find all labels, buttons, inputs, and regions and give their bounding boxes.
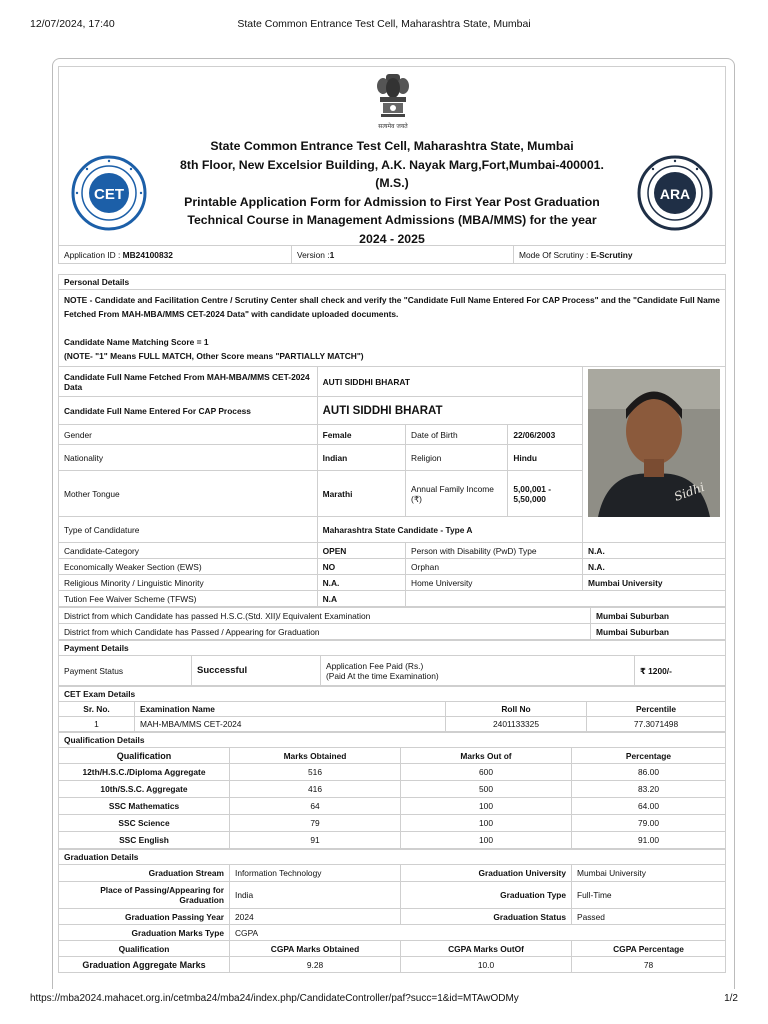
print-header (30, 18, 738, 32)
payment-status-label: Payment Status (59, 656, 192, 686)
qual-header-qualification: Qualification (59, 748, 230, 764)
home-university-value: Mumbai University (583, 575, 726, 591)
gender-value: Female (317, 425, 405, 445)
cet-section-title: CET Exam Details (59, 687, 726, 702)
qual-outof: 600 (401, 764, 572, 781)
income-value: 5,00,001 - 5,50,000 (508, 471, 583, 517)
version-label: Version : (297, 249, 330, 260)
district-graduation-label: District from which Candidate has Passed / Appearing for Graduation (59, 624, 591, 640)
cet-percentile: 77.3071498 (587, 717, 726, 732)
table-row (59, 764, 726, 781)
grad-stream-label: Graduation Stream (59, 865, 230, 882)
grad-header-qualification: Qualification (59, 941, 230, 957)
qual-percentage: 83.20 (572, 781, 726, 798)
qual-obtained: 516 (230, 764, 401, 781)
qual-percentage: 64.00 (572, 798, 726, 815)
dob-value: 22/06/2003 (508, 425, 583, 445)
emblem-caption: सत्यमेव जयते (378, 123, 408, 130)
entered-name-label: Candidate Full Name Entered For CAP Process (59, 397, 318, 425)
national-emblem-icon (375, 72, 411, 134)
candidature-label: Type of Candidature (59, 517, 318, 543)
grad-type-label: Graduation Type (401, 882, 572, 909)
district-hsc-label: District from which Candidate has passed H.S.C.(Std. XII)/ Equivalent Examination (59, 608, 591, 624)
category-label: Candidate-Category (59, 543, 318, 559)
table-row (59, 781, 726, 798)
grad-place-value: India (230, 882, 401, 909)
qualification-section-title: Qualification Details (59, 733, 726, 748)
qual-header-obtained: Marks Obtained (230, 748, 401, 764)
heading-line-3: (M.S.) (375, 176, 409, 190)
fee-subtext: (Paid At the time Examination) (326, 670, 439, 681)
dob-label: Date of Birth (406, 425, 508, 445)
pwd-value: N.A. (583, 543, 726, 559)
payment-status-value: Successful (192, 656, 321, 686)
grad-marks-type-value: CGPA (230, 925, 726, 941)
form-header (58, 66, 726, 245)
qual-header-outof: Marks Out of (401, 748, 572, 764)
cet-sr: 1 (59, 717, 135, 732)
grad-header-percentage: CGPA Percentage (572, 941, 726, 957)
table-row (59, 815, 726, 832)
ews-value: NO (317, 559, 405, 575)
tfws-value: N.A (317, 591, 405, 607)
candidature-value: Maharashtra State Candidate - Type A (317, 517, 582, 543)
graduation-section-title: Graduation Details (59, 850, 726, 865)
qual-name: 12th/H.S.C./Diploma Aggregate (59, 764, 230, 781)
heading-line-4: Printable Application Form for Admission to First Year Post Graduation (184, 194, 600, 209)
grad-university-value: Mumbai University (572, 865, 726, 882)
heading-line-6: 2024 - 2025 (359, 231, 425, 246)
qual-obtained: 79 (230, 815, 401, 832)
print-page-title: State Common Entrance Test Cell, Maharashtra State, Mumbai (237, 18, 531, 30)
cet-header-exam: Examination Name (135, 702, 446, 717)
nationality-value: Indian (317, 445, 405, 471)
pwd-label: Person with Disability (PwD) Type (406, 543, 583, 559)
minority-label: Religious Minority / Linguistic Minority (59, 575, 318, 591)
qual-name: SSC English (59, 832, 230, 849)
ews-label: Economically Weaker Section (EWS) (59, 559, 318, 575)
district-table (58, 607, 726, 640)
nationality-label: Nationality (59, 445, 318, 471)
mother-tongue-value: Marathi (317, 471, 405, 517)
name-matching-score-note: (NOTE- "1" Means FULL MATCH, Other Score means "PARTIALLY MATCH") (64, 351, 364, 361)
religion-value: Hindu (508, 445, 583, 471)
name-matching-score: Candidate Name Matching Score = 1 (64, 337, 209, 347)
table-row (59, 717, 726, 732)
grad-year-value: 2024 (230, 909, 401, 925)
print-footer (30, 993, 738, 1007)
candidate-photo (588, 369, 720, 517)
category-value: OPEN (317, 543, 405, 559)
grad-marks-type-label: Graduation Marks Type (59, 925, 230, 941)
table-row (59, 798, 726, 815)
heading-line-2: 8th Floor, New Excelsior Building, A.K. Nayak Marg,Fort,Mumbai-400001. (180, 157, 604, 172)
print-url: https://mba2024.mahacet.org.in/cetmba24/mba24/index.php/CandidateController/paf?succ=1&id=MTAwODMy (30, 993, 519, 1004)
grad-university-label: Graduation University (401, 865, 572, 882)
qualification-table (58, 732, 726, 849)
qual-percentage: 86.00 (572, 764, 726, 781)
qual-percentage: 91.00 (572, 832, 726, 849)
cet-cell-logo-icon (71, 155, 147, 231)
cet-roll-no: 2401133325 (446, 717, 587, 732)
qual-obtained: 64 (230, 798, 401, 815)
qual-outof: 100 (401, 798, 572, 815)
table-row (59, 957, 726, 973)
cet-logo-text: CET (94, 186, 124, 203)
form-heading (159, 137, 625, 248)
qual-obtained: 416 (230, 781, 401, 798)
grad-agg-obtained: 9.28 (230, 957, 401, 973)
gender-label: Gender (59, 425, 318, 445)
payment-section-title: Payment Details (59, 641, 726, 656)
qual-obtained: 91 (230, 832, 401, 849)
district-graduation-value: Mumbai Suburban (591, 624, 726, 640)
print-page-number: 1/2 (724, 993, 738, 1004)
fee-value: ₹ 1200/- (635, 656, 726, 686)
district-hsc-value: Mumbai Suburban (591, 608, 726, 624)
grad-type-value: Full-Time (572, 882, 726, 909)
personal-section-title: Personal Details (59, 275, 726, 290)
qual-percentage: 79.00 (572, 815, 726, 832)
orphan-value: N.A. (583, 559, 726, 575)
grad-agg-outof: 10.0 (401, 957, 572, 973)
photo-silhouette-icon (588, 369, 720, 517)
minority-value: N.A. (317, 575, 405, 591)
personal-details-table (58, 274, 726, 607)
grad-agg-percentage: 78 (572, 957, 726, 973)
grad-place-label: Place of Passing/Appearing for Graduation (59, 882, 230, 909)
home-university-label: Home University (406, 575, 583, 591)
fetched-name-label: Candidate Full Name Fetched From MAH-MBA/MMS CET-2024 Data (59, 367, 318, 397)
qual-outof: 100 (401, 815, 572, 832)
grad-header-outof: CGPA Marks OutOf (401, 941, 572, 957)
graduation-table (58, 849, 726, 973)
app-id-label: Application ID : (64, 249, 121, 260)
qual-name: SSC Science (59, 815, 230, 832)
fee-label: Application Fee Paid (Rs.) (326, 660, 424, 671)
name-verification-note: NOTE - Candidate and Facilitation Centre / Scrutiny Center shall check and verify the "Candidate Full Name Entered For CAP Process" and the "Candidate Full Name Fetched From MAH-MBA/MMS CET-2024 Data" with candidate uploaded documents. (64, 295, 720, 319)
heading-line-5: Technical Course in Management Admissions (MBA/MMS) for the year (187, 213, 597, 227)
qual-outof: 100 (401, 832, 572, 849)
income-label: Annual Family Income (₹) (406, 471, 508, 517)
cet-header-roll: Roll No (446, 702, 587, 717)
orphan-label: Orphan (406, 559, 583, 575)
signature-overlay: Sidhi (672, 479, 707, 504)
fetched-name-value: AUTI SIDDHI BHARAT (317, 367, 582, 397)
qual-header-percentage: Percentage (572, 748, 726, 764)
print-datetime: 12/07/2024, 17:40 (30, 18, 115, 30)
grad-stream-value: Information Technology (230, 865, 401, 882)
form-content (58, 66, 726, 973)
scrutiny-value: E-Scrutiny (590, 249, 633, 260)
ara-logo-text: ARA (659, 186, 691, 202)
cet-header-sr: Sr. No. (59, 702, 135, 717)
grad-agg-label: Graduation Aggregate Marks (59, 957, 230, 973)
religion-label: Religion (406, 445, 508, 471)
cet-exam-name: MAH-MBA/MMS CET-2024 (135, 717, 446, 732)
payment-details-table (58, 640, 726, 686)
grad-header-obtained: CGPA Marks Obtained (230, 941, 401, 957)
heading-line-1: State Common Entrance Test Cell, Maharashtra State, Mumbai (210, 139, 574, 153)
ara-logo-icon (637, 155, 713, 231)
grad-status-label: Graduation Status (401, 909, 572, 925)
grad-year-label: Graduation Passing Year (59, 909, 230, 925)
scrutiny-label: Mode Of Scrutiny : (519, 249, 589, 260)
mother-tongue-label: Mother Tongue (59, 471, 318, 517)
version-value: 1 (329, 249, 335, 260)
cet-header-percentile: Percentile (587, 702, 726, 717)
qual-name: SSC Mathematics (59, 798, 230, 815)
app-id-value: MB24100832 (122, 249, 173, 260)
qual-outof: 500 (401, 781, 572, 798)
table-row (59, 832, 726, 849)
tfws-label: Tution Fee Waiver Scheme (TFWS) (59, 591, 318, 607)
qual-name: 10th/S.S.C. Aggregate (59, 781, 230, 798)
grad-status-value: Passed (572, 909, 726, 925)
entered-name-value: AUTI SIDDHI BHARAT (317, 397, 582, 425)
cet-exam-table (58, 686, 726, 732)
